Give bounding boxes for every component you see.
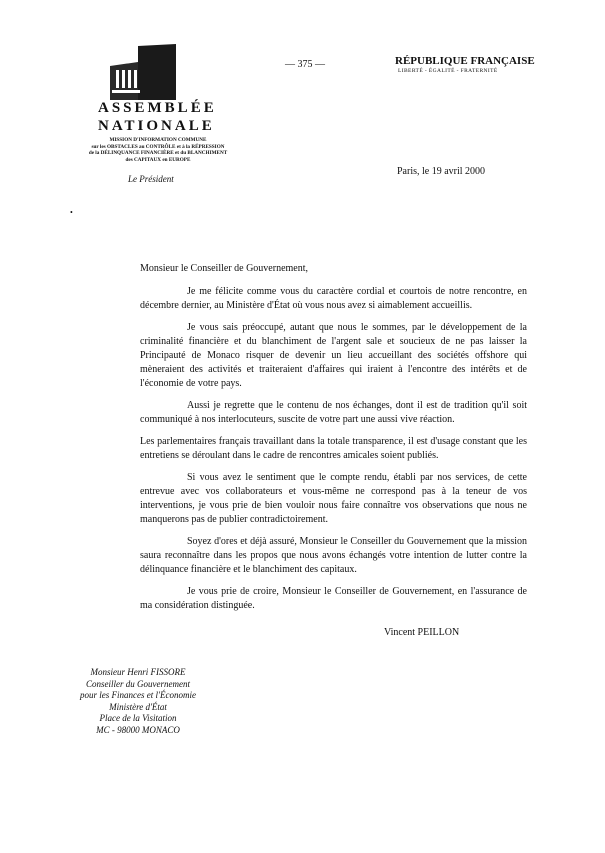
paragraph: Aussi je regrette que le contenu de nos échanges, dont il est de tradition qu'il soit communiqué à nos interlocuteurs, suscite de votre part une aussi vive réaction.: [140, 400, 527, 425]
date-line: Paris, le 19 avril 2000: [397, 166, 486, 177]
signer-name: Vincent PEILLON: [384, 627, 460, 638]
address-line: Ministère d'État: [109, 701, 167, 712]
assemblee-logo-icon: [108, 44, 178, 100]
margin-mark: •: [70, 208, 73, 217]
paragraph: Si vous avez le sentiment que le compte rendu, établi par nos services, de cette entrevue avec vos collaborateurs et vous-même ne correspond pas à la teneur de vos interventions, je vous prie de bien vouloir nous faire connaître vos observations que nous ne manquerons pas de publier contradictoirement.: [140, 472, 527, 525]
mission-line: des CAPITAUX en EUROPE: [125, 156, 191, 163]
letter-body: [140, 262, 527, 621]
mission-line: sur les OBSTACLES au CONTRÔLE et à la RÉPRESSION: [91, 143, 225, 150]
address-line: Monsieur Henri FISSORE: [90, 667, 186, 677]
paragraph: Je vous sais préoccupé, autant que nous le sommes, par le développement de la criminalité financière et du blanchiment de l'argent sale et soucieux de ne pas laisser la Principauté de Monaco risquer de devenir un lieu accueillant des sociétés offshore qui mèneraient des activités et traiteraient d'affaires qui iraient à l'encontre des intérêts et de l'économie de votre pays.: [140, 322, 527, 389]
mission-line: de la DÉLINQUANCE FINANCIÈRE et du BLANCHIMENT: [88, 150, 228, 157]
page-number: — 375 —: [285, 59, 325, 70]
recipient-address: [58, 667, 218, 736]
address-line: Place de la Visitation: [99, 713, 177, 723]
republic-heading: RÉPUBLIQUE FRANÇAISE: [395, 55, 535, 67]
paragraph: Soyez d'ores et déjà assuré, Monsieur le Conseiller du Gouvernement que la mission saura reconnaître dans les propos que nous avons échangés votre intention de lutter contre la délinquance financière et le blanchiment des capitaux.: [140, 536, 527, 575]
org-name-line1: ASSEMBLÉE: [98, 100, 217, 116]
republic-motto: LIBERTÉ - ÉGALITÉ - FRATERNITÉ: [398, 68, 498, 74]
address-line: Conseiller du Gouvernement: [86, 678, 190, 689]
paragraph: Je vous prie de croire, Monsieur le Conseiller de Gouvernement, en l'assurance de ma considération distinguée.: [140, 586, 527, 611]
paragraph: Les parlementaires français travaillant dans la totale transparence, il est d'usage constant que les entretiens se déroulant dans le cadre de rencontres amicales soient publiés.: [140, 436, 527, 461]
mission-line: MISSION D'INFORMATION COMMUNE: [109, 137, 207, 143]
paragraph: Je me félicite comme vous du caractère cordial et courtois de notre rencontre, en décembre dernier, au Ministère d'État où vous nous avez si aimablement accueillis.: [140, 286, 527, 311]
mission-title: [78, 137, 238, 163]
president-label: Le Président: [128, 174, 174, 184]
address-line: MC - 98000 MONACO: [96, 724, 180, 735]
address-line: pour les Finances et l'Économie: [80, 690, 196, 700]
salutation: Monsieur le Conseiller de Gouvernement,: [140, 263, 309, 274]
org-name-line2: NATIONALE: [98, 118, 215, 134]
